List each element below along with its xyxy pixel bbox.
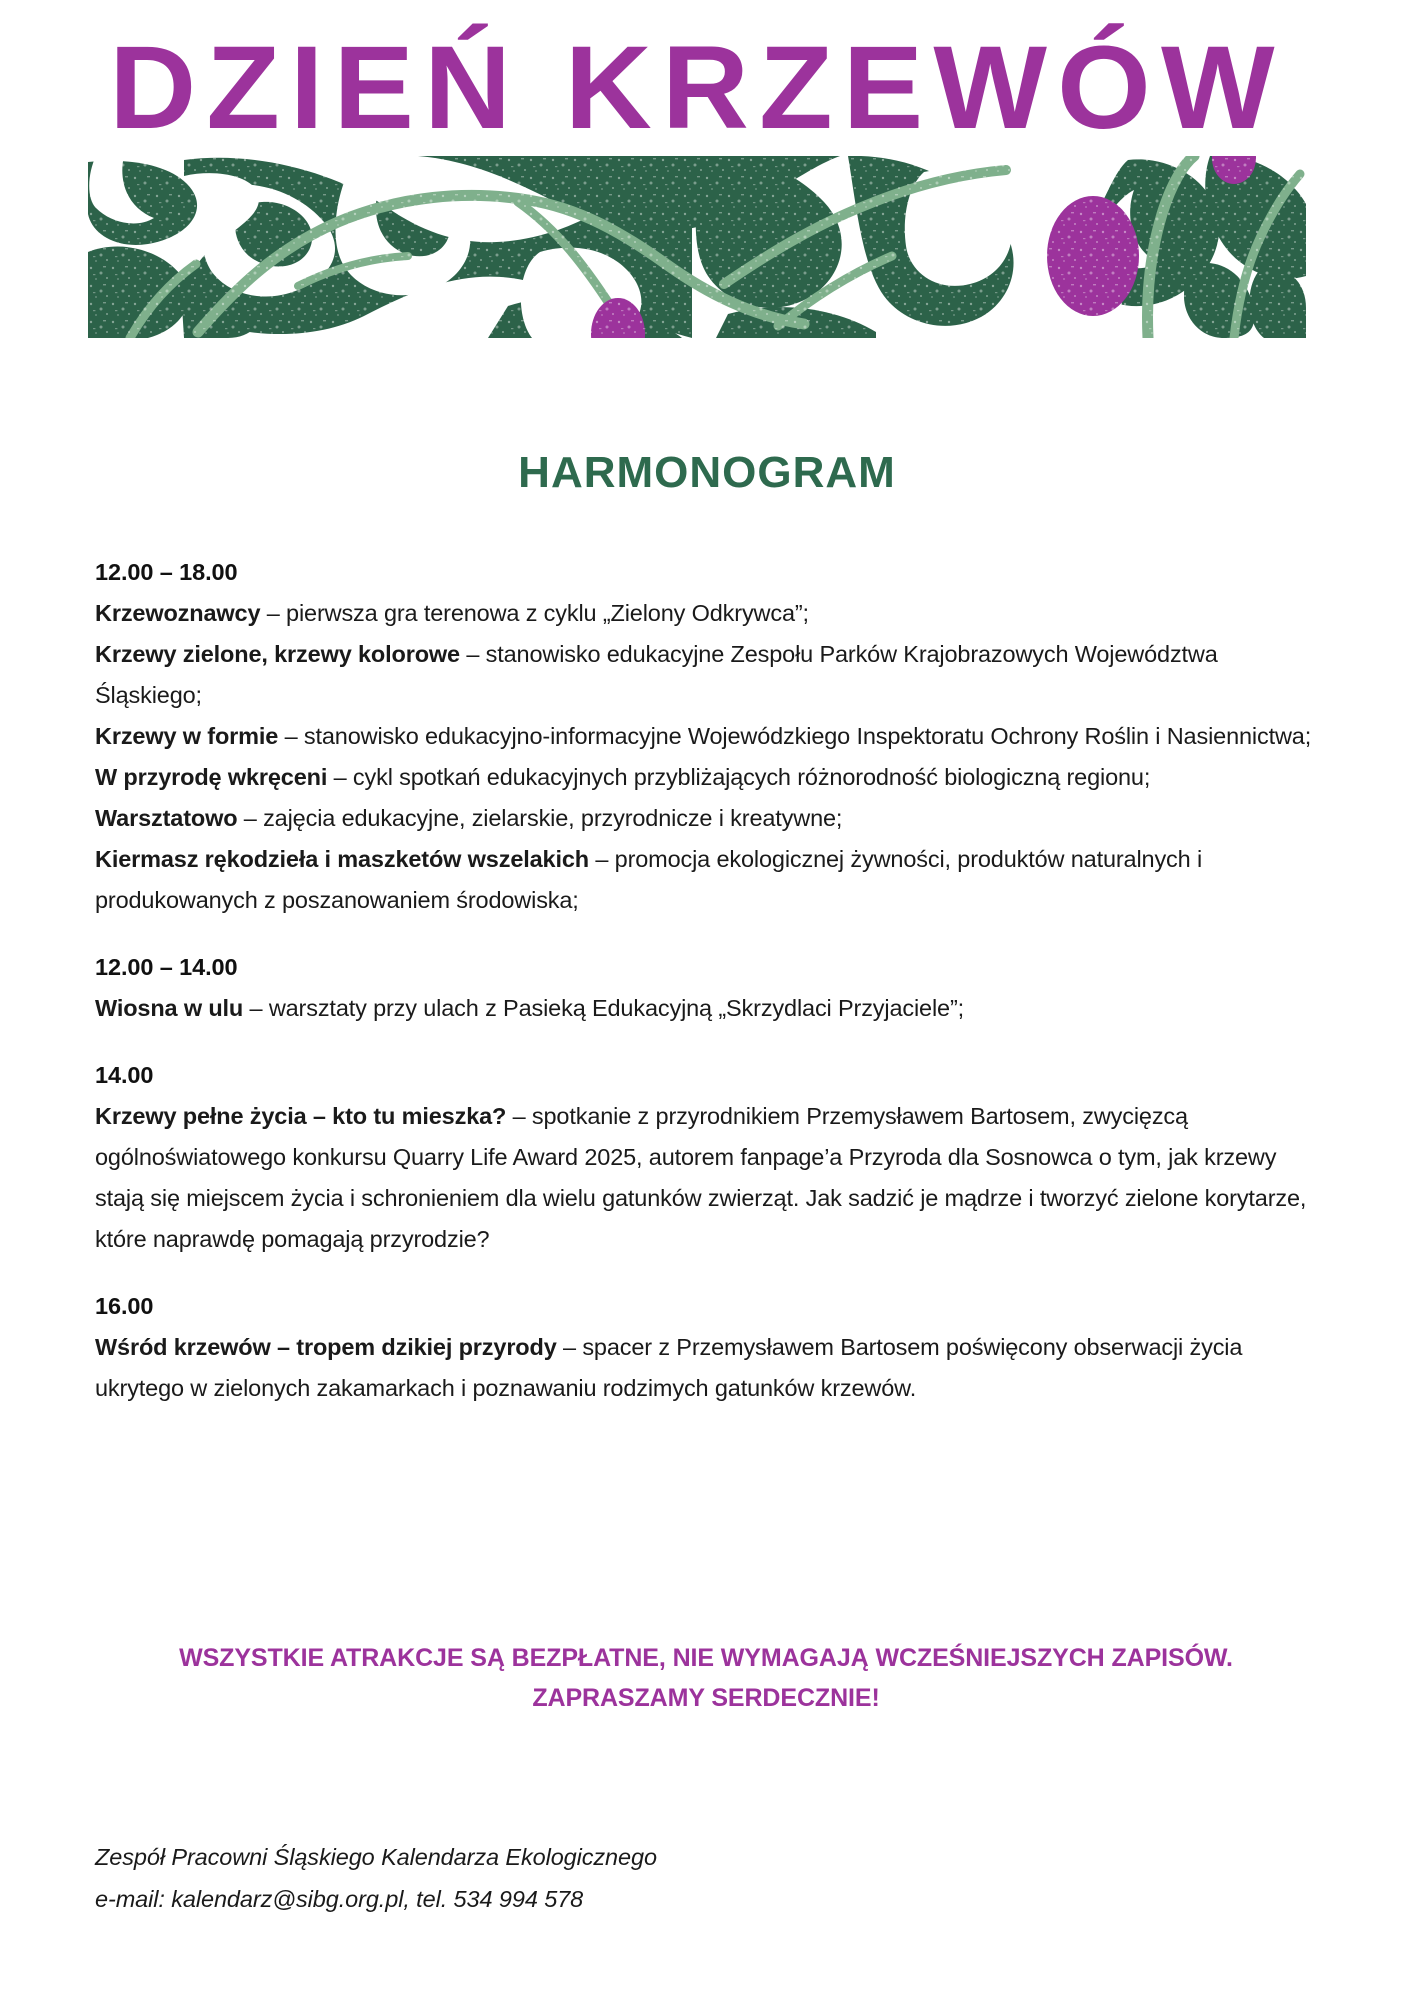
entry-title: Krzewy pełne życia – kto tu mieszka? <box>95 1103 507 1129</box>
poster-title: DZIEŃ KRZEWÓW <box>109 22 1285 154</box>
entry-text: – cykl spotkań edukacyjnych przybliżających różnorodność biologiczną regionu; <box>327 764 1151 790</box>
entry-title: Kiermasz rękodzieła i maszketów wszelakich <box>95 846 589 872</box>
entry-text: – pierwsza gra terenowa z cyklu „Zielony Odkrywca”; <box>260 600 809 626</box>
entry-text: – stanowisko edukacyjne Zespołu Parków Krajobrazowych Województwa Śląskiego; <box>95 641 1218 708</box>
entry-text: – stanowisko edukacyjno-informacyjne Wojewódzkiego Inspektoratu Ochrony Roślin i Nasiennictwa; <box>278 723 1312 749</box>
cta-line-2: ZAPRASZAMY SERDECZNIE! <box>532 1684 880 1712</box>
schedule-entry <box>95 1327 1317 1409</box>
entry-title: W przyrodę wkręceni <box>95 764 328 790</box>
schedule-entry <box>95 716 1317 757</box>
organizer-name: Zespół Pracowni Śląskiego Kalendarza Ekologicznego <box>95 1844 657 1870</box>
organizer-contact-line: e-mail: kalendarz@sibg.org.pl, tel. 534 994 578 <box>95 1886 584 1912</box>
organizer-contact <box>95 1836 1317 1920</box>
schedule-time: 14.00 <box>95 1062 154 1088</box>
entry-text: – promocja ekologicznej żywności, produktów naturalnych i produkowanych z poszanowaniem środowiska; <box>95 846 1203 913</box>
schedule-block <box>95 552 1317 921</box>
entry-text: – zajęcia edukacyjne, zielarskie, przyrodnicze i kreatywne; <box>237 805 843 831</box>
schedule-time: 12.00 – 14.00 <box>95 954 238 980</box>
page-section-heading: HARMONOGRAM <box>518 448 896 497</box>
schedule-entry <box>95 757 1317 798</box>
entry-title: Krzewoznawcy <box>95 600 261 626</box>
entry-text: – spacer z Przemysławem Bartosem poświęcony obserwacji życia ukrytego w zielonych zakamarkach i poznawaniu rodzimych gatunków krzewów. <box>95 1334 1243 1401</box>
schedule-entry <box>95 798 1317 839</box>
poster-banner <box>88 18 1306 338</box>
schedule-entry <box>95 593 1317 634</box>
cta-line-1: WSZYSTKIE ATRAKCJE SĄ BEZPŁATNE, NIE WYMAGAJĄ WCZEŚNIEJSZYCH ZAPISÓW. <box>179 1644 1233 1672</box>
banner-foliage-illustration <box>88 156 1306 338</box>
schedule-block <box>95 1286 1317 1409</box>
schedule-block <box>95 1055 1317 1260</box>
schedule-entry <box>95 988 1317 1029</box>
entry-title: Wśród krzewów – tropem dzikiej przyrody <box>95 1334 557 1360</box>
call-to-action <box>95 1638 1317 1718</box>
entry-title: Krzewy zielone, krzewy kolorowe <box>95 641 460 667</box>
schedule-time: 16.00 <box>95 1293 154 1319</box>
entry-title: Wiosna w ulu <box>95 995 244 1021</box>
entry-text: – spotkanie z przyrodnikiem Przemysławem Bartosem, zwycięzcą ogólnoświatowego konkursu Quarry Life Award 2025, autorem fanpage’a Przyroda dla Sosnowca o tym, jak krzewy stają się miejscem życia i schronieniem dla wielu gatunków zwierząt. Jak sadzić je mądrze i tworzyć zielone korytarze, które naprawdę pomagają przyrodzie? <box>95 1103 1307 1252</box>
entry-text: – warsztaty przy ulach z Pasieką Edukacyjną „Skrzydlaci Przyjaciele”; <box>243 995 965 1021</box>
schedule-entry <box>95 839 1317 921</box>
schedule-block <box>95 947 1317 1029</box>
schedule-list <box>95 552 1317 1435</box>
schedule-entry <box>95 1096 1317 1260</box>
entry-title: Warsztatowo <box>95 805 238 831</box>
schedule-time: 12.00 – 18.00 <box>95 559 238 585</box>
entry-title: Krzewy w formie <box>95 723 279 749</box>
schedule-entry <box>95 634 1317 716</box>
